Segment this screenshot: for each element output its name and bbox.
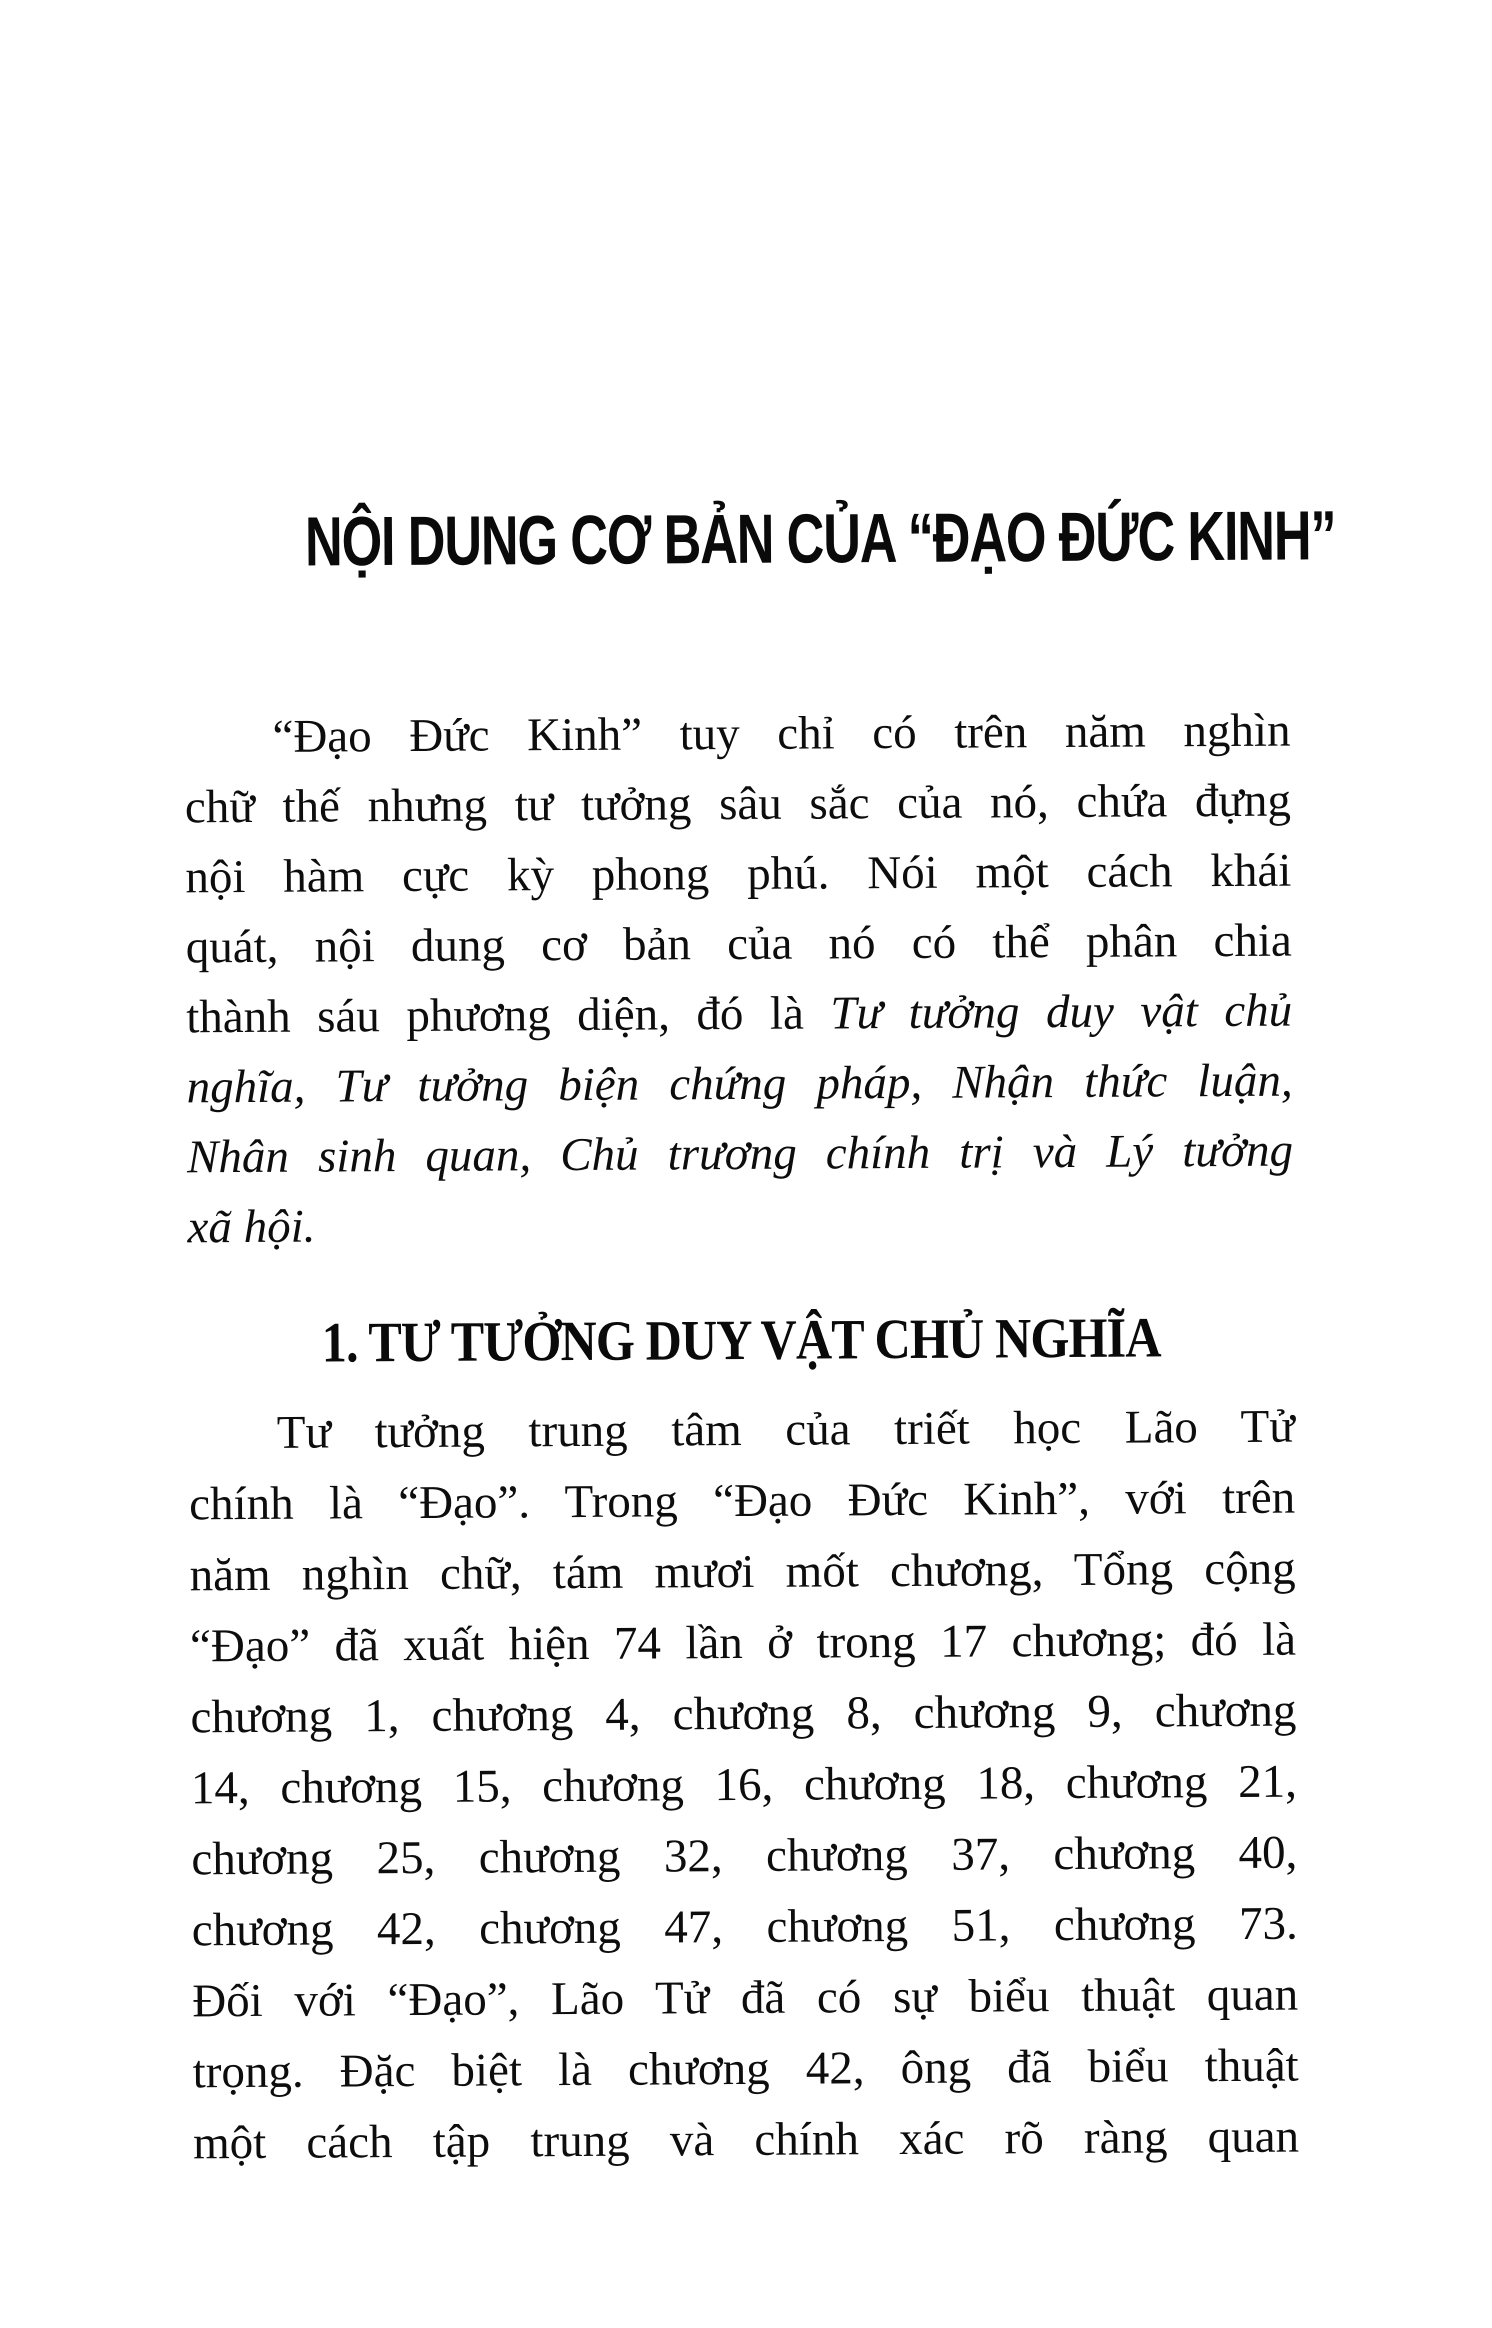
text-line	[189, 1392, 1295, 1470]
text-line	[190, 1605, 1296, 1683]
text-line	[191, 1818, 1297, 1896]
text-segment: Đối với “Đạo”, Lão Tử đã có sự biểu thuật quan	[192, 1968, 1299, 2028]
text-segment: chữ thế nhưng tư tưởng sâu sắc của nó, chứa đựng	[184, 774, 1292, 834]
text-line	[190, 1676, 1296, 1754]
text-segment: quát, nội dung cơ bản của nó có thể phân chia	[185, 914, 1292, 974]
text-segment: trọng. Đặc biệt là chương 42, ông đã biểu thuật	[192, 2039, 1299, 2099]
text-segment: “Đạo” đã xuất hiện 74 lần ở trong 17 chương; đó là	[189, 1613, 1297, 1673]
italic-text-segment: nghĩa, Tư tưởng biện chứng pháp, Nhận thức luận,	[186, 1054, 1293, 1114]
italic-text-segment: xã hội.	[187, 1200, 316, 1254]
text-line	[192, 1960, 1298, 2038]
text-segment: chương 42, chương 47, chương 51, chương 73.	[191, 1897, 1298, 1957]
text-line	[193, 2102, 1299, 2180]
text-segment: chương 25, chương 32, chương 37, chương 40,	[191, 1826, 1298, 1886]
text-line	[186, 1046, 1292, 1123]
text-line	[186, 906, 1292, 983]
italic-text-segment: Nhân sinh quan, Chủ trương chính trị và Lý tưởng	[186, 1124, 1294, 1184]
intro-paragraph	[184, 696, 1293, 1263]
text-segment: năm nghìn chữ, tám mươi mốt chương, Tổng cộng	[189, 1542, 1296, 1602]
text-line	[192, 1889, 1298, 1967]
text-segment: một cách tập trung và chính xác rõ ràng quan	[192, 2110, 1300, 2170]
text-line	[185, 766, 1291, 843]
text-line	[191, 1747, 1297, 1825]
text-line	[192, 2031, 1298, 2109]
text-line	[185, 836, 1291, 913]
text-segment: nội hàm cực kỳ phong phú. Nói một cách khái	[185, 844, 1292, 904]
scanned-text-block	[180, 0, 1336, 2179]
text-line	[189, 1534, 1295, 1612]
text-segment: thành sáu phương diện, đó là	[186, 987, 831, 1044]
text-line	[187, 1116, 1293, 1193]
text-line	[184, 696, 1290, 773]
text-segment: chính là “Đạo”. Trong “Đạo Đức Kinh”, với trên	[189, 1471, 1296, 1531]
text-line	[189, 1463, 1295, 1541]
section-paragraph	[189, 1392, 1300, 2180]
text-line	[186, 976, 1292, 1053]
page-title: NỘI DUNG CƠ BẢN CỦA “ĐẠO ĐỨC KINH”	[304, 496, 1336, 582]
text-line	[187, 1186, 1293, 1263]
text-segment: “Đạo Đức Kinh” tuy chỉ có trên năm nghìn	[272, 704, 1291, 763]
section-heading: 1. TƯ TƯỞNG DUY VẬT CHỦ NGHĨA	[321, 1306, 1161, 1375]
text-segment: Tư tưởng trung tâm của triết học Lão Tử	[276, 1400, 1295, 1459]
text-segment: 14, chương 15, chương 16, chương 18, chương 21,	[190, 1755, 1298, 1815]
italic-text-segment: Tư tưởng duy vật chủ	[830, 984, 1293, 1040]
text-segment: chương 1, chương 4, chương 8, chương 9, chương	[190, 1684, 1297, 1744]
